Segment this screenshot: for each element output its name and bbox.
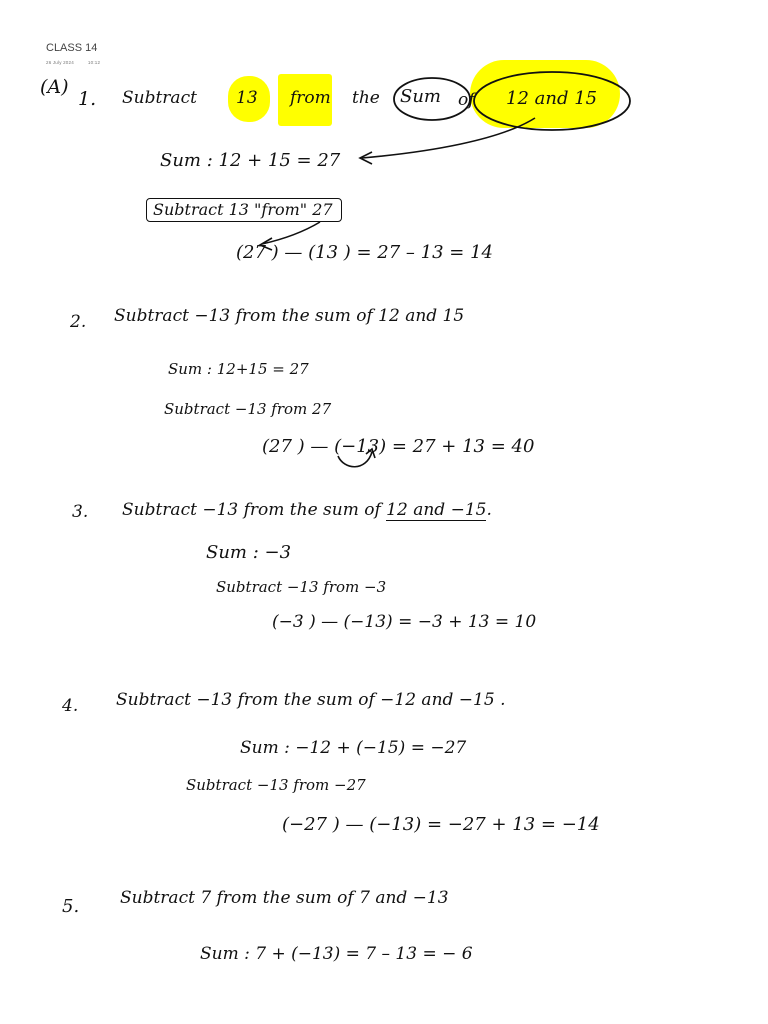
page-date: 26 July 2024 <box>46 60 74 65</box>
problem-4-step-2: Subtract −13 from −27 <box>186 776 366 794</box>
problem-1-word-rest: 12 and 15 <box>506 88 598 109</box>
problem-5-step-1: Sum : 7 + (−13) = 7 – 13 = − 6 <box>200 944 473 964</box>
problem-3-step-1: Sum : −3 <box>206 542 292 563</box>
problem-1-step-1: Sum : 12 + 15 = 27 <box>160 150 341 171</box>
problem-3-number: 3. <box>72 502 89 522</box>
problem-2-step-2: Subtract −13 from 27 <box>164 400 332 418</box>
problem-1-word-of: of <box>458 90 475 110</box>
problem-2-number: 2. <box>70 312 87 332</box>
page-timestamp <box>46 60 100 65</box>
problem-5-number: 5. <box>62 896 80 917</box>
problem-1-word-subtract: Subtract <box>122 88 197 108</box>
problem-3-question-pre: Subtract −13 from the sum of <box>122 500 381 520</box>
problem-1-number: 1. <box>78 88 97 110</box>
page-title: CLASS 14 <box>46 42 98 54</box>
problem-4-number: 4. <box>62 696 79 716</box>
problem-2-step-3: (27 ) — (−13) = 27 + 13 = 40 <box>262 436 535 457</box>
problem-1-word-from: from <box>290 88 331 108</box>
problem-3-step-2: Subtract −13 from −3 <box>216 578 387 596</box>
problem-2-question: Subtract −13 from the sum of 12 and 15 <box>114 306 465 326</box>
problem-4-step-3: (−27 ) — (−13) = −27 + 13 = −14 <box>282 814 600 835</box>
problem-3-question-post: . <box>486 500 492 520</box>
problem-1-step-3: (27 ) — (13 ) = 27 – 13 = 14 <box>236 242 493 263</box>
problem-4-question: Subtract −13 from the sum of −12 and −15 . <box>116 690 506 710</box>
problem-1-word-13: 13 <box>236 88 258 108</box>
problem-3-step-3: (−3 ) — (−13) = −3 + 13 = 10 <box>272 612 537 632</box>
problem-3-question <box>122 500 492 520</box>
page-time: 10:12 <box>87 60 101 65</box>
problem-3-question-underlined: 12 and −15 <box>386 500 487 520</box>
problem-4-step-1: Sum : −12 + (−15) = −27 <box>240 738 467 758</box>
arrow-to-27 <box>262 222 320 244</box>
section-label: (A) <box>40 76 69 98</box>
problem-1-word-sum: Sum <box>400 86 441 107</box>
problem-1-word-the: the <box>352 88 380 108</box>
problem-5-question: Subtract 7 from the sum of 7 and −13 <box>120 888 449 908</box>
problem-1-step-2: Subtract 13 "from" 27 <box>146 198 342 222</box>
problem-2-step-1: Sum : 12+15 = 27 <box>168 360 309 378</box>
arrow-head-sum <box>360 152 372 164</box>
